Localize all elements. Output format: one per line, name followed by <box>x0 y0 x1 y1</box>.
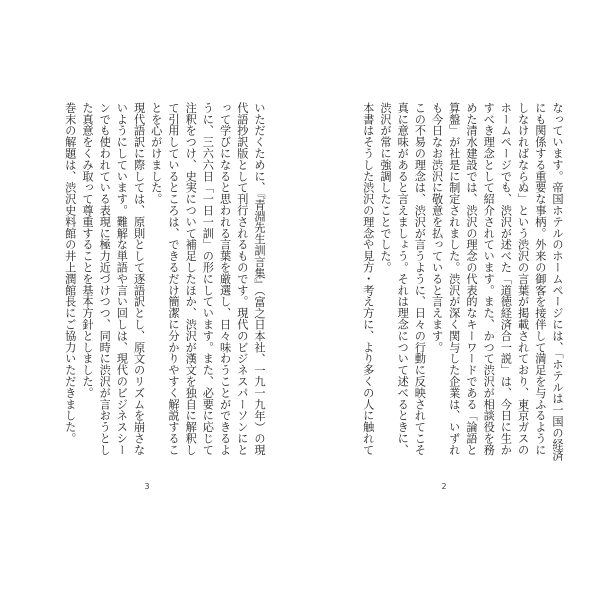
page-number: 3 <box>144 482 150 491</box>
paragraph: この不易の理念は、渋沢が言うように、日々の行動に反映されてこそ真に意味があると言えましょう。それは理念について述べるときに、渋沢が常に強調したことでした。 <box>378 102 427 456</box>
paragraph: なっています。帝国ホテルのホームページには、「ホテルは一国の経済にも関係する重要な事柄。外来の御客を接伴して満足を与ふるようにしなければならぬ」という渋沢の言葉が掲載されており、東京ガスのホームページでも、渋沢が述べた「道徳経済合一説」は、今日に生かすべき理念として紹介されています。また、かつて渋沢が相談役を務めた清水建設では、渋沢の理念の代表的なキーワードである「論語と算盤」が社是に制定されました。渋沢が深く関与した企業は、いずれも今日なお渋沢に敬意を払っていると言えます。 <box>430 102 564 462</box>
paragraph: いただくために、『青淵先生訓言集』（富之日本社、一九一九年）の現代語抄訳版として刊行されるものです。現代のビジネスパーソンにとって学びになると思われる言葉を厳選し、日々味わうことができるように、三六六日「一日一訓」の形にしています。また、必要に応じて注釈をつけ、史実について補足したほか、渋沢が漢文を独自に解釈して引用しているところは、できるだけ簡潔に分かりやすく解説することを心がけました。 <box>149 102 266 456</box>
paragraph: 現代語訳に際しては、原則として逐語訳とし、原文のリズムを崩さないようにしています。難解な単語や言い回しは、現代のビジネスシーンでも使われている表現に極力近づけつつ、同時に渋沢が言おうとした真意をくみ取って尊重することを基本方針としました。 <box>80 102 146 456</box>
left-page-text <box>43 102 268 462</box>
right-page-text <box>340 102 566 462</box>
paragraph: 巻末の解題は、渋沢史料館の井上潤館長にご協力いただきました。 <box>63 102 77 444</box>
right-page <box>300 0 600 600</box>
paragraph: 本書はそうした渋沢の理念や見方・考え方に、より多くの人に触れて <box>361 102 375 456</box>
page-number: 2 <box>441 482 447 491</box>
